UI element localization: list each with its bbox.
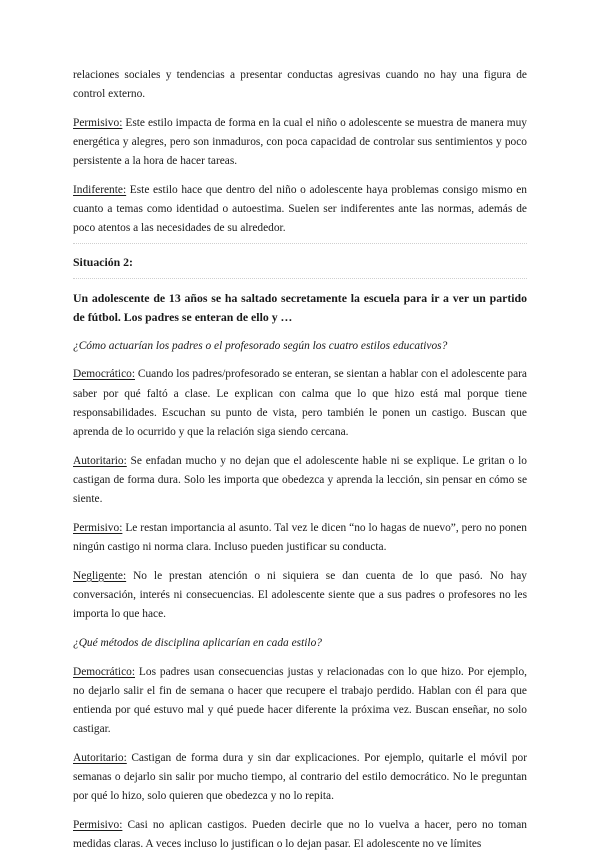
situation-title: Situación 2:: [73, 253, 527, 279]
answer-negligente: [73, 567, 527, 625]
style-text: Este estilo impacta de forma en la cual el niño o adolescente se muestra de manera muy energética y alegres, pero son inmaduros, con poca capacidad de controlar sus sentimientos y poco persistente a la hora de hacer tareas.: [73, 116, 527, 168]
answer-text: No le prestan atención o ni siquiera se dan cuenta de lo que pasó. No hay conversación, interés ni consecuencias. El adolescente siente que a sus padres o profesores no les importa lo que hace.: [73, 569, 527, 621]
answer-text: Cuando los padres/profesorado se enteran, se sientan a hablar con el adolescente para saber por qué faltó a clase. Le explican con calma que lo que hizo está mal porque tiene responsabilidades. Escuchan su punto de vista, pero también le ponen un castigo. Buscan que aprenda de lo ocurrido y que la relación siga siendo cercana.: [73, 368, 527, 439]
style-label: Permisivo:: [73, 116, 123, 129]
answer-text: Le restan importancia al asunto. Tal vez le dicen “no lo hagas de nuevo”, pero no ponen ningún castigo ni norma clara. Incluso pueden justificar su conducta.: [73, 521, 527, 554]
answer-text: Casi no aplican castigos. Pueden decirle que no lo vuelva a hacer, pero no toman medidas claras. A veces incluso lo justifican o lo dejan pasar. El adolescente no ve límites: [73, 819, 527, 851]
answer-label: Democrático:: [73, 665, 135, 678]
discipline-democratico: [73, 663, 527, 740]
answer-democratico: [73, 365, 527, 442]
answer-label: Permisivo:: [73, 819, 123, 831]
answer-label: Negligente:: [73, 569, 127, 582]
answer-text: Castigan de forma dura y sin dar explicaciones. Por ejemplo, quitarle el móvil por semanas o dejarlo sin salir por mucho tiempo, al contrario del estilo democrático. No le preguntan por qué lo hizo, solo quieren que obedezca y no lo repita.: [73, 751, 527, 803]
answer-autoritario: [73, 452, 527, 510]
style-indiferente-description: [73, 181, 527, 244]
situation-statement: Un adolescente de 13 años se ha saltado secretamente la escuela para ir a ver un partido de fútbol. Los padres se enteran de ello y …: [73, 290, 527, 325]
answer-label: Permisivo:: [73, 521, 123, 534]
answer-label: Democrático:: [73, 368, 135, 381]
answer-label: Autoritario:: [73, 454, 127, 467]
style-label: Indiferente:: [73, 184, 127, 197]
question-one: ¿Cómo actuarían los padres o el profesorado según los cuatro estilos educativos?: [73, 339, 448, 352]
answer-text: Se enfadan mucho y no dejan que el adolescente hable ni se explique. Le gritan o lo castigan de forma dura. Solo les importa que obedezca y aprenda la lección, sin pensar en cómo se siente.: [73, 454, 527, 506]
answer-permisivo: [73, 519, 527, 557]
intro-paragraph: relaciones sociales y tendencias a presentar conductas agresivas cuando no hay una figura de control externo.: [73, 69, 527, 101]
answer-text: Los padres usan consecuencias justas y relacionadas con lo que hizo. Por ejemplo, no dejarlo salir el fin de semana o hacer que recupere el trabajo perdido. Hablan con él para que entienda por qué estuvo mal y qué puede hacer diferente la próxima vez. Buscan enseñar, no solo castigar.: [73, 665, 527, 736]
question-two: ¿Qué métodos de disciplina aplicarían en cada estilo?: [73, 636, 322, 649]
style-permisivo-description: [73, 114, 527, 172]
discipline-autoritario: [73, 749, 527, 807]
answer-label: Autoritario:: [73, 751, 127, 764]
style-text: Este estilo hace que dentro del niño o adolescente haya problemas consigo mismo en cuanto a temas como identidad o autoestima. Suelen ser indiferentes ante las normas, además de poco atentos a las necesidades de su alrededor.: [73, 184, 527, 235]
discipline-permisivo: [73, 816, 527, 854]
